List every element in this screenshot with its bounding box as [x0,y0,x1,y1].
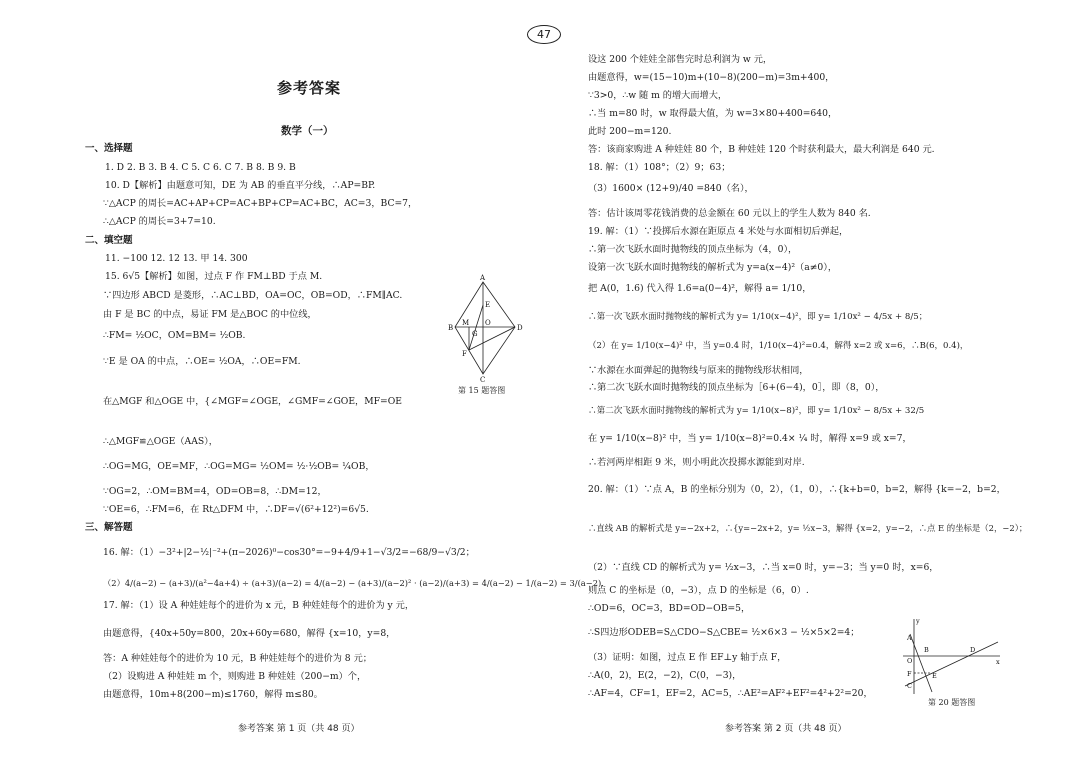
label-o: O [907,657,913,665]
section-heading: 二、填空题 [85,235,133,246]
right-footer: 参考答案 第 2 页（共 48 页） [725,724,847,734]
answer-line: 17. 解：（1）设 A 种娃娃每个的进价为 x 元，B 种娃娃每个的进价为 y 元， [103,600,415,611]
answer-line: （3）1600× (12+9)/40 =840（名）， [588,183,754,194]
label-a: A [907,634,912,642]
label-b: B [924,646,929,654]
answer-line: ∴第二次飞跃水面时抛物线的顶点坐标为［6+(6−4)，0］，即（8，0）， [588,382,885,393]
label-e: E [932,672,937,680]
answer-line: 把 A(0，1.6) 代入得 1.6=a(0−4)²，解得 a= 1/10， [588,283,812,294]
label-c: C [907,682,912,690]
page-number-badge: 47 [527,25,561,44]
label-c: C [480,376,486,384]
answer-line: 此时 200−m=120. [588,126,672,137]
answer-line: 答：估计该周零花钱消费的总金额在 60 元以上的学生人数为 840 名. [588,208,871,219]
answer-line: ∴OG=MG，OE=MF，∴OG=MG= ½OM= ½·½OB= ¼OB， [103,461,375,472]
label-y: y [916,617,920,625]
section-subtitle: 数学（一） [281,125,334,137]
answer-line: （3）证明：如图，过点 E 作 EF⊥y 轴于点 F， [588,652,787,663]
answer-line: ∵OG=2，∴OM=BM=4，OD=OB=8，∴DM=12， [103,486,327,497]
answer-line: ∴若河两岸相距 9 米，则小明此次投掷水源能到对岸. [588,457,805,468]
answer-line: ∴AF=4，CF=1，EF=2，AC=5，∴AE²=AF²+EF²=4²+2²=20， [588,688,873,699]
answer-line: ∴第一次飞跃水面时抛物线的解析式为 y= 1/10(x−4)²，即 y= 1/10x² − 4/5x + 8/5； [588,312,928,322]
answer-line: ∴OD=6，OC=3，BD=OD−OB=5， [588,603,751,614]
answer-line: 在△MGF 和△OGE 中，{∠MGF=∠OGE，∠GMF=∠GOE，MF=OE [103,396,402,407]
figure-15-rhombus [445,274,525,384]
answer-line: 由题意得，{40x+50y=800，20x+60y=680，解得 {x=10，y=8， [103,628,396,639]
answer-line: 15. 6√5【解析】如图，过点 F 作 FM⊥BD 于点 M. [105,271,323,282]
label-g: G [472,330,478,338]
answer-line: 在 y= 1/10(x−8)² 中，当 y= 1/10(x−8)²=0.4× ¼ 时，解得 x=9 或 x=7， [588,433,912,444]
answer-line: （2）∵直线 CD 的解析式为 y= ½x−3，∴当 x=0 时，y=−3；当 y=0 时，x=6， [588,562,939,573]
answer-line: ∵3>0，∴w 随 m 的增大而增大， [588,90,728,101]
answer-line: 1. D 2. B 3. B 4. C 5. C 6. C 7. B 8. B 9. B [105,162,296,173]
figure-20-graph [900,616,1005,696]
answer-line: ∵△ACP 的周长=AC+AP+CP=AC+BP+CP=AC+BC，AC=3，BC=7， [103,198,418,209]
answer-line: ∴第二次飞跃水面时抛物线的解析式为 y= 1/10(x−8)²，即 y= 1/10x² − 8/5x + 32/5 [588,406,925,416]
label-b: B [448,324,454,332]
line-cd [905,642,998,686]
label-o: O [485,319,491,327]
answer-line: 10. D【解析】由题意可知，DE 为 AB 的垂直平分线，∴AP=BP. [105,180,376,191]
answer-title: 参考答案 [277,79,342,97]
answer-line: 16. 解：（1）−3²+|2−½|⁻²+(π−2026)⁰−cos30°=−9+4/9+1−√3/2=−68/9−√3/2； [103,547,475,558]
left-footer: 参考答案 第 1 页（共 48 页） [238,724,360,734]
label-m: M [462,319,470,327]
label-f: F [462,350,467,358]
answer-line: 18. 解：（1）108°；（2）9；63； [588,162,731,173]
answer-line: ∵四边形 ABCD 是菱形，∴AC⊥BD，OA=OC，OB=OD，∴FM∥AC. [103,290,403,301]
rhombus-outline [455,282,515,374]
answer-line: 11. −100 12. 12 13. 甲 14. 300 [105,253,248,264]
answer-line: 由 F 是 BC 的中点，易证 FM 是△BOC 的中位线， [103,309,317,320]
answer-line: ∴直线 AB 的解析式是 y=−2x+2，∴{y=−2x+2，y= ½x−3，解得 {x=2，y=−2，∴点 E 的坐标是（2，−2）； [588,523,1028,533]
label-x: x [996,658,1000,666]
answer-line: ∴△MGF≌△OGE（AAS）， [103,436,218,447]
answer-line: ∴当 m=80 时，w 取得最大值，为 w=3×80+400=640， [588,108,838,119]
label-a: A [480,274,486,282]
section-heading: 三、解答题 [85,522,133,533]
answer-line: 20. 解：（1）∵点 A，B 的坐标分别为（0，2），（1，0），∴{k+b=0，b=2，解得 {k=−2，b=2， [588,484,1006,495]
section-heading: 一、选择题 [85,143,133,154]
label-d: D [970,646,976,654]
answer-line: 19. 解：（1）∵投掷后水源在距原点 4 米处与水面相切后弹起， [588,226,849,237]
answer-line: （2）在 y= 1/10(x−4)² 中，当 y=0.4 时，1/10(x−4)²=0.4，解得 x=2 或 x=6，∴B(6，0.4)， [588,341,969,351]
label-f: F [907,670,912,678]
answer-line: ∴△ACP 的周长=3+7=10. [103,216,216,227]
label-e: E [485,301,491,309]
line-ab [910,634,932,692]
answer-line: 由题意得，w=(15−10)m+(10−8)(200−m)=3m+400， [588,72,835,83]
answer-line: 答：该商家购进 A 种娃娃 80 个，B 种娃娃 120 个时获利最大，最大利润是 640 元. [588,144,935,155]
answer-line: 答：A 种娃娃每个的进价为 10 元，B 种娃娃每个的进价为 8 元； [103,653,372,664]
figure-20-caption: 第 20 题答图 [928,698,976,707]
answer-line: 设这 200 个娃娃全部售完时总利润为 w 元， [588,54,773,65]
answer-line: ∴A(0，2)，E(2，−2)，C(0，−3)， [588,670,742,681]
figure-15-caption: 第 15 题答图 [458,386,506,395]
answer-line: ∵水源在水面弹起的抛物线与原来的抛物线形状相同， [588,365,809,376]
segment-ef [469,305,483,350]
answer-line: ∴S四边形ODEB=S△CDO−S△CBE= ½×6×3 − ½×5×2=4； [588,627,860,638]
answer-line: 设第一次飞跃水面时抛物线的解析式为 y=a(x−4)²（a≠0）， [588,262,838,273]
answer-line: （2）4/(a−2) − (a+3)/(a²−4a+4) ÷ (a+3)/(a−2) = 4/(a−2) − (a+3)/(a−2)² · (a−2)/(a+3) = 4/(a−2) − 1/(a−2) = 3/(a−2). [103,578,604,588]
answer-line: （2）设购进 A 种娃娃 m 个，则购进 B 种娃娃（200−m）个， [103,671,367,682]
answer-line: ∵OE=6，∴FM=6，在 Rt△DFM 中，∴DF=√(6²+12²)=6√5. [103,504,369,515]
answer-line: ∴FM= ½OC，OM=BM= ½OB. [103,330,246,341]
answer-line: 由题意得，10m+8(200−m)≤1760，解得 m≤80。 [103,689,323,700]
answer-line: ∵E 是 OA 的中点，∴OE= ½OA，∴OE=FM. [103,356,301,367]
label-d: D [517,324,523,332]
answer-line: 则点 C 的坐标是（0，−3），点 D 的坐标是（6，0）. [588,585,809,596]
answer-line: ∴第一次飞跃水面时抛物线的顶点坐标为（4，0）， [588,244,798,255]
